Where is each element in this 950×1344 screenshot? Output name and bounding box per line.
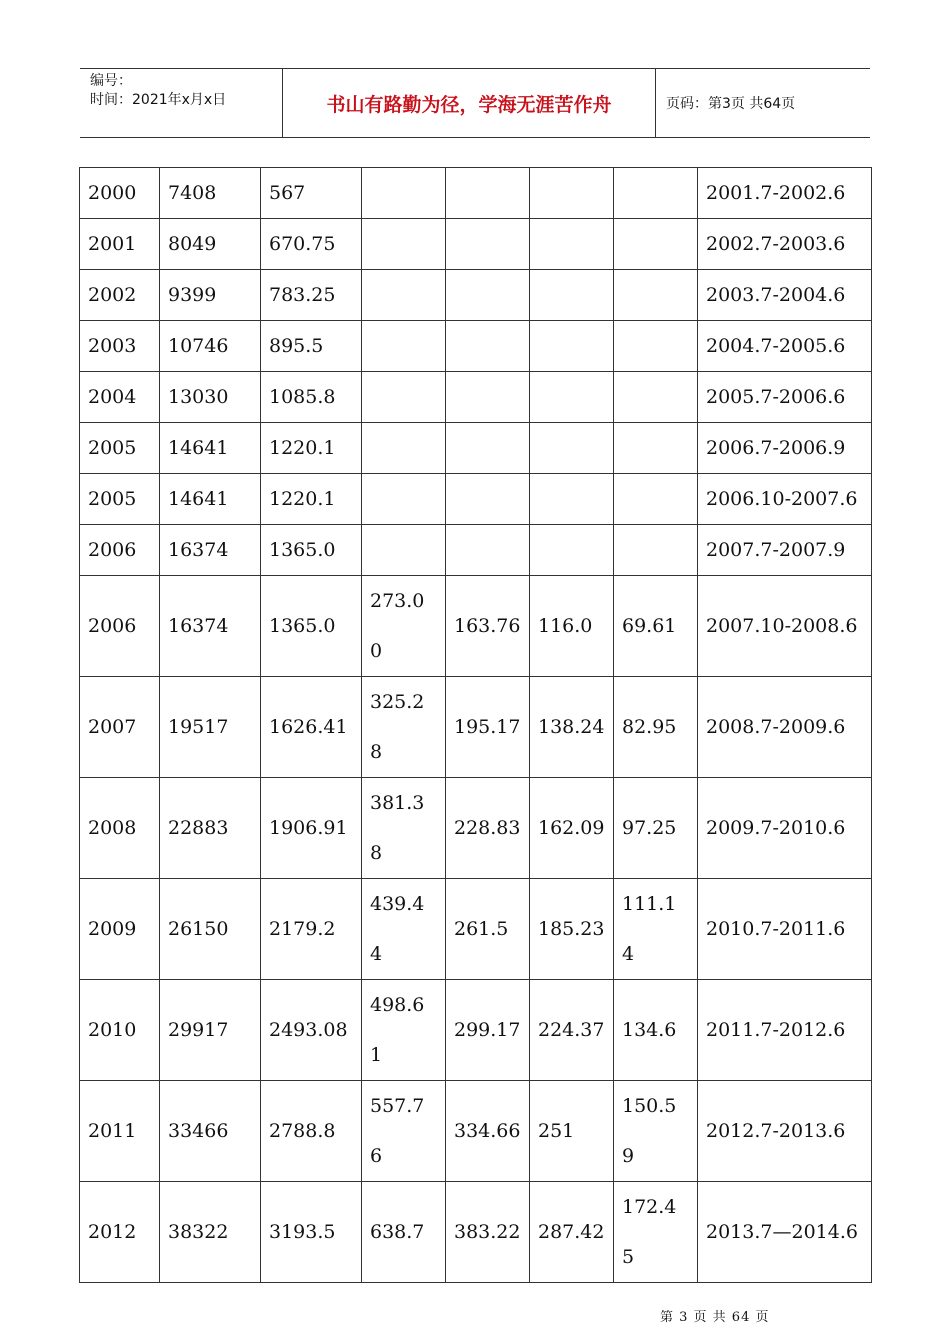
table-cell: 22883 bbox=[160, 778, 261, 879]
table-cell: 16374 bbox=[160, 525, 261, 576]
doc-time-label: 时间：2021年x月x日 bbox=[90, 92, 227, 108]
table-cell bbox=[614, 321, 698, 372]
table-cell: 638.7 bbox=[362, 1182, 446, 1283]
table-cell bbox=[362, 525, 446, 576]
table-cell bbox=[614, 474, 698, 525]
table-cell: 185.23 bbox=[530, 879, 614, 980]
table-cell bbox=[446, 219, 530, 270]
table-cell: 1626.41 bbox=[261, 677, 362, 778]
table-cell: 2005 bbox=[80, 474, 160, 525]
table-row bbox=[80, 980, 872, 1081]
table-cell: 2006 bbox=[80, 576, 160, 677]
table-row bbox=[80, 677, 872, 778]
table-row bbox=[80, 778, 872, 879]
table-cell: 2002.7-2003.6 bbox=[698, 219, 872, 270]
page-header bbox=[80, 68, 870, 138]
table-cell: 33466 bbox=[160, 1081, 261, 1182]
table-cell bbox=[362, 879, 446, 980]
table-cell: 38322 bbox=[160, 1182, 261, 1283]
table-cell: 2008.7-2009.6 bbox=[698, 677, 872, 778]
cell-text: 325.28 bbox=[370, 691, 425, 763]
table-cell bbox=[362, 677, 446, 778]
table-cell: 16374 bbox=[160, 576, 261, 677]
table-cell: 251 bbox=[530, 1081, 614, 1182]
table-cell: 2005.7-2006.6 bbox=[698, 372, 872, 423]
table-cell: 26150 bbox=[160, 879, 261, 980]
table-cell: 783.25 bbox=[261, 270, 362, 321]
table-cell: 9399 bbox=[160, 270, 261, 321]
table-cell: 228.83 bbox=[446, 778, 530, 879]
table-row bbox=[80, 270, 872, 321]
table-cell: 670.75 bbox=[261, 219, 362, 270]
table-cell: 138.24 bbox=[530, 677, 614, 778]
table-cell: 2001.7-2002.6 bbox=[698, 168, 872, 219]
table-cell bbox=[614, 372, 698, 423]
table-cell: 2008 bbox=[80, 778, 160, 879]
table-cell: 2179.2 bbox=[261, 879, 362, 980]
table-cell bbox=[446, 423, 530, 474]
cell-text: 439.44 bbox=[370, 893, 425, 965]
table-cell: 1365.0 bbox=[261, 525, 362, 576]
table-cell: 334.66 bbox=[446, 1081, 530, 1182]
table-cell bbox=[530, 474, 614, 525]
table-cell bbox=[614, 219, 698, 270]
table-cell: 895.5 bbox=[261, 321, 362, 372]
table-cell bbox=[446, 168, 530, 219]
table-row bbox=[80, 168, 872, 219]
table-cell: 29917 bbox=[160, 980, 261, 1081]
table-row bbox=[80, 1182, 872, 1283]
table-cell: 2004 bbox=[80, 372, 160, 423]
table-cell: 1906.91 bbox=[261, 778, 362, 879]
table-cell: 287.42 bbox=[530, 1182, 614, 1283]
table-row bbox=[80, 576, 872, 677]
table-cell: 2009 bbox=[80, 879, 160, 980]
table-cell: 116.0 bbox=[530, 576, 614, 677]
table-cell: 2007 bbox=[80, 677, 160, 778]
table-cell: 1085.8 bbox=[261, 372, 362, 423]
table-cell bbox=[362, 270, 446, 321]
cell-text: 498.61 bbox=[370, 994, 425, 1066]
table-cell bbox=[446, 321, 530, 372]
table-cell: 383.22 bbox=[446, 1182, 530, 1283]
table-cell: 10746 bbox=[160, 321, 261, 372]
table-cell: 2003 bbox=[80, 321, 160, 372]
table-cell: 1220.1 bbox=[261, 423, 362, 474]
table-cell: 2012.7-2013.6 bbox=[698, 1081, 872, 1182]
table-cell: 2007.10-2008.6 bbox=[698, 576, 872, 677]
table-cell: 69.61 bbox=[614, 576, 698, 677]
table-cell: 14641 bbox=[160, 474, 261, 525]
table-cell: 2000 bbox=[80, 168, 160, 219]
table-cell: 2006 bbox=[80, 525, 160, 576]
table-cell: 224.37 bbox=[530, 980, 614, 1081]
table-cell: 14641 bbox=[160, 423, 261, 474]
table-cell bbox=[446, 525, 530, 576]
table-cell bbox=[530, 270, 614, 321]
table-cell: 2004.7-2005.6 bbox=[698, 321, 872, 372]
table-cell: 134.6 bbox=[614, 980, 698, 1081]
table-cell bbox=[362, 321, 446, 372]
table-cell: 195.17 bbox=[446, 677, 530, 778]
table-row bbox=[80, 525, 872, 576]
table-cell bbox=[362, 372, 446, 423]
table-cell bbox=[530, 423, 614, 474]
cell-text: 172.45 bbox=[622, 1196, 677, 1268]
table-cell bbox=[362, 778, 446, 879]
table-cell bbox=[530, 321, 614, 372]
table-cell bbox=[530, 372, 614, 423]
table-cell bbox=[530, 219, 614, 270]
table-cell: 2493.08 bbox=[261, 980, 362, 1081]
table-cell: 97.25 bbox=[614, 778, 698, 879]
table-cell: 1365.0 bbox=[261, 576, 362, 677]
table-cell bbox=[614, 1182, 698, 1283]
table-cell: 163.76 bbox=[446, 576, 530, 677]
table-cell bbox=[446, 270, 530, 321]
table-cell bbox=[614, 1081, 698, 1182]
table-cell: 7408 bbox=[160, 168, 261, 219]
table-cell bbox=[362, 576, 446, 677]
table-cell: 2003.7-2004.6 bbox=[698, 270, 872, 321]
table-cell: 567 bbox=[261, 168, 362, 219]
page-footer: 第 3 页 共 64 页 bbox=[660, 1310, 770, 1325]
table-cell: 2009.7-2010.6 bbox=[698, 778, 872, 879]
doc-number-label: 编号： bbox=[90, 73, 132, 89]
data-table bbox=[79, 167, 872, 1283]
table-cell: 261.5 bbox=[446, 879, 530, 980]
table-cell: 2001 bbox=[80, 219, 160, 270]
table-cell: 2006.10-2007.6 bbox=[698, 474, 872, 525]
table-cell: 1220.1 bbox=[261, 474, 362, 525]
table-cell: 299.17 bbox=[446, 980, 530, 1081]
table-cell: 2013.7—2014.6 bbox=[698, 1182, 872, 1283]
header-page-label: 页码：第3页 共64页 bbox=[666, 96, 796, 112]
table-row bbox=[80, 474, 872, 525]
table-body bbox=[80, 168, 872, 1283]
cell-text: 111.14 bbox=[622, 893, 677, 965]
table-cell: 2011 bbox=[80, 1081, 160, 1182]
table-cell bbox=[614, 168, 698, 219]
table-cell: 2007.7-2007.9 bbox=[698, 525, 872, 576]
table-cell: 2012 bbox=[80, 1182, 160, 1283]
table-cell bbox=[614, 270, 698, 321]
table-cell: 8049 bbox=[160, 219, 261, 270]
table-cell bbox=[446, 372, 530, 423]
table-cell: 2011.7-2012.6 bbox=[698, 980, 872, 1081]
table-cell: 19517 bbox=[160, 677, 261, 778]
cell-text: 150.59 bbox=[622, 1095, 677, 1167]
table-cell: 82.95 bbox=[614, 677, 698, 778]
header-meta bbox=[80, 69, 283, 137]
table-cell: 13030 bbox=[160, 372, 261, 423]
table-row bbox=[80, 879, 872, 980]
cell-text: 557.76 bbox=[370, 1095, 425, 1167]
table-cell bbox=[362, 423, 446, 474]
table-cell: 2005 bbox=[80, 423, 160, 474]
table-cell: 2002 bbox=[80, 270, 160, 321]
table-cell bbox=[530, 525, 614, 576]
table-cell bbox=[362, 474, 446, 525]
table-row bbox=[80, 423, 872, 474]
table-cell bbox=[362, 168, 446, 219]
table-cell bbox=[362, 219, 446, 270]
table-cell: 162.09 bbox=[530, 778, 614, 879]
table-cell bbox=[446, 474, 530, 525]
header-motto: 书山有路勤为径，学海无涯苦作舟 bbox=[283, 69, 656, 137]
table-row bbox=[80, 219, 872, 270]
cell-text: 381.38 bbox=[370, 792, 425, 864]
cell-text: 273.00 bbox=[370, 590, 425, 662]
table-cell: 2010 bbox=[80, 980, 160, 1081]
table-cell: 2006.7-2006.9 bbox=[698, 423, 872, 474]
table-cell bbox=[614, 879, 698, 980]
table-row bbox=[80, 321, 872, 372]
table-cell bbox=[614, 525, 698, 576]
table-row bbox=[80, 372, 872, 423]
table-cell bbox=[362, 980, 446, 1081]
table-cell: 2010.7-2011.6 bbox=[698, 879, 872, 980]
table-cell bbox=[614, 423, 698, 474]
table-row bbox=[80, 1081, 872, 1182]
table-cell: 3193.5 bbox=[261, 1182, 362, 1283]
table-cell: 2788.8 bbox=[261, 1081, 362, 1182]
table-cell bbox=[362, 1081, 446, 1182]
table-cell bbox=[530, 168, 614, 219]
